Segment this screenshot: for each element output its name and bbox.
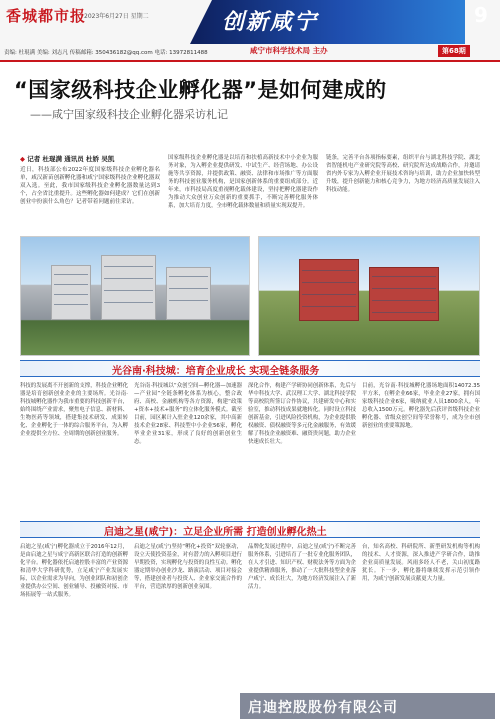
section-title-2: 启迪之星(咸宁)：立足企业所需 打造创业孵化热土 — [104, 527, 327, 538]
banner-title: 创新咸宁 — [222, 10, 319, 35]
section2-column-4: 台，知名高校、科研院所、新型研发机构等机构的技术、人才资源，深入推进产学研合作，助推企业高质量发展。风雨多经人不老，关山初度路犹长。下一步，孵化器将继续发挥示范引领作用，为咸宁创新发展贡献更大力量。 — [362, 544, 480, 582]
section1-column-3: 深化合作，构建产学研协同创新体系，先后与华中科技大学、武汉理工大学、湖北科技学院等高校院所签订合作协议，共建研发中心和实验室，推动科技成果就地转化。同时设立科技创新基金，引进风险投资机构，为企业提供股权融资、债权融资等多元化金融服务，有效缓解了科技企业融资难、融资贵问题，助力企业快速成长壮大。 — [248, 383, 356, 445]
issue-date: 2023年6月27日 星期二 — [84, 13, 149, 20]
section1-column-2: 光谷南·科技城以“众创空间—孵化器—加速器—产业园”全链条孵化体系为核心，整合政府、高校、金融机构等各方资源，构建“政策+资本+技术+服务”的立体化服务模式。截至目前，园区累计入驻企业120余家，其中高新技术企业28家、科技型中小企业56家，孵化毕业企业31家，形成了良好的创新创业生态。 — [134, 383, 242, 445]
section-title-1: 光谷南·科技城：培育企业成长 实现全链条服务 — [112, 366, 320, 377]
sponsor-line: 咸宁市科学技术局 主办 — [250, 46, 328, 55]
edition-badge: 第68期 — [438, 45, 470, 57]
article-intro: 近日，科技部公布2022年度国家级科技企业孵化器名单，咸汉新苗创新孵化器和咸宁国家级科技企业孵化器双双入选。至此，我市国家级科技企业孵化器数量达到3个，占全省比重提升。这些孵化器如何建成？它们在创新创业中扮演什么角色？记者带着问题前往采访。 — [20, 167, 160, 205]
photo-tech-city-building — [258, 236, 480, 356]
section2-column-3: 品牌化发展过程中，启迪之星(咸宁)不断完善服务体系，引进培育了一批专业化服务团队，在人才引进、知识产权、财税法务等方面为企业提供精准服务，推动了一大批科技型企业落户咸宁、成长壮大，为地方经济发展注入了新活力。 — [248, 544, 356, 590]
article-headline: “国家级科技企业孵化器”是如何建成的 — [14, 78, 387, 102]
section1-column-1: 科技的发展离不开创新的支撑，科技企业孵化器是培育创新创业企业的主要场所。光谷南·科技城孵化器作为我市重要的科技创新平台，始终围绕产业需求，聚焦电子信息、新材料、生物医药等领域，搭建集技术研发、成果转化、企业孵化于一体的综合服务平台，为入孵企业提供全方位、全周期的创新创业服务。 — [20, 383, 128, 437]
byline — [20, 154, 114, 163]
byline-marker-icon: ◆ — [20, 155, 25, 163]
article-column-2: 国家级科技企业孵化器是以培育和扶植高新技术中小企业为服务对象，为入孵企业提供研发、中试生产、经营场地、办公设施等共享资源，并提供政策、融资、法律和市场推广等方面服务的科技创业服务机构，是国家创新体系的重要组成部分。近年来，市科技局高度重视孵化载体建设，坚持把孵化器建设作为推动大众创业万众创新的重要抓手，不断完善孵化服务体系，加大培育力度，全市孵化载体数量和质量实现双提升。 — [168, 155, 318, 209]
section2-column-1: 启迪之星(咸宁)孵化器成立于2016年12月，是由启迪之星与咸宁高新区联合打造的创新孵化平台。孵化器依托启迪控股丰富的产业资源和清华大学科研优势，立足咸宁产业发展实际，以企业需求为导向，为创业团队和初创企业提供办公空间、创业辅导、投融资对接、市场拓展等一站式服务。 — [20, 544, 128, 598]
watermark-overlay: 启迪控股股份有限公司 — [240, 693, 495, 719]
photo-incubator-building — [20, 236, 250, 356]
page-number: 9 — [474, 3, 488, 27]
newspaper-logo: 香城都市报 — [6, 7, 87, 25]
article-subheadline: ——咸宁国家级科技企业孵化器采访札记 — [30, 108, 228, 121]
section2-column-2: 启迪之星(咸宁)坚持“孵化+投资”双轮驱动，设立天使投资基金，对有潜力的入孵项目进行早期投资，实现孵化与投资的良性互动。孵化器定期举办创业沙龙、路演活动、项目对接会等，搭建创业者与投资人、企业家交流合作的平台，营造浓厚的创新创业氛围。 — [134, 544, 242, 590]
article-column-3: 链条，完善平台各项指标要素，组织平台与湖北科技学院、湖北省智能机电产业研究院等高校、研究院所达成战略合作，并邀请省内外专家为入孵企业开展技术咨询与培训，助力企业加快转型升级，提升创新能力和核心竞争力，为地方经济高质量发展注入科技动能。 — [326, 155, 480, 193]
section1-column-4: 目前，光谷南·科技城孵化器场地面积14072.35平方米，在孵企业66家，毕业企业27家，拥有国家级科技企业6家，吸纳就业人员1800余人，年总收入1500万元。孵化器先后获评省级科技企业孵化器、省级众创空间等荣誉称号，成为全市创新创业的重要策源地。 — [362, 383, 480, 429]
editor-credits: 责编: 杜琨满 美编: 刘志凡 传稿邮箱: 350436182@qq.com 电话: 13972811488 — [4, 50, 208, 56]
byline-text: 记者 杜琨满 通讯员 杜娇 吴凯 — [27, 155, 115, 163]
